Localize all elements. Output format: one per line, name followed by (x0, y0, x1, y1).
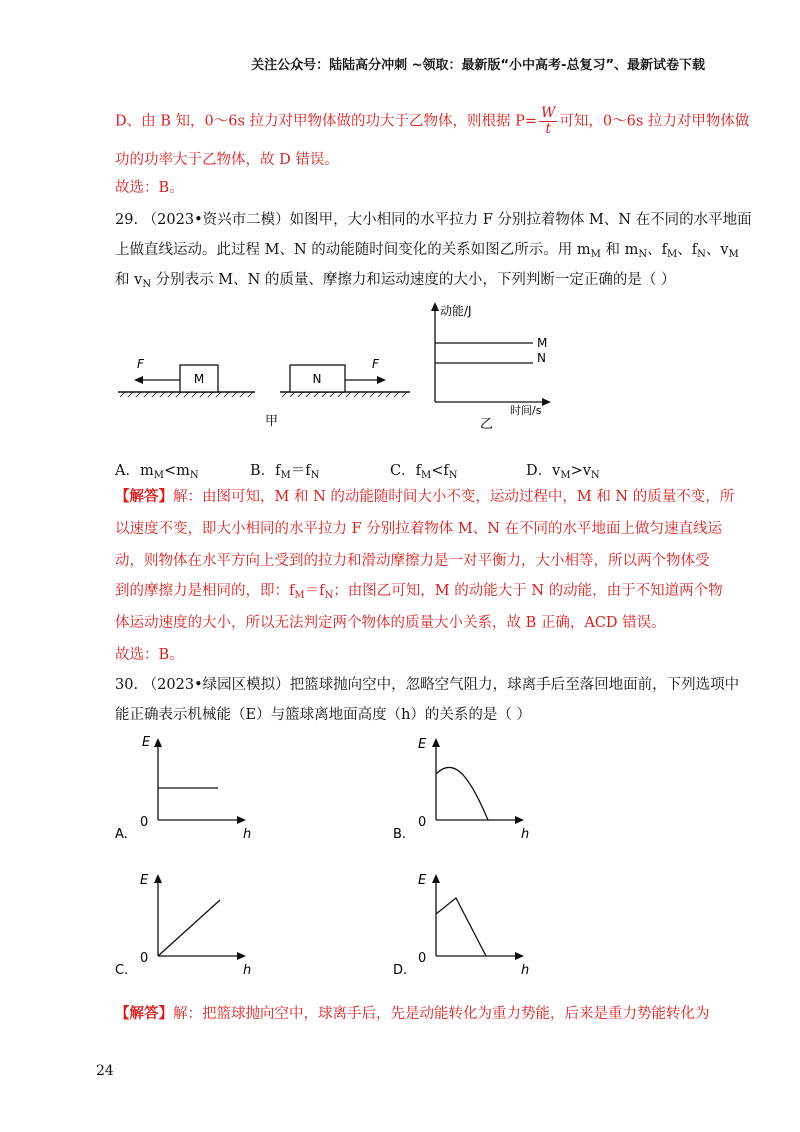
q29-stem-line1: 29. （2023•资兴市二模）如图甲，大小相同的水平拉力 F 分别拉着物体 M、N 在不同的水平地面 (115, 212, 752, 228)
x-axis-label: 时间/s (510, 404, 542, 417)
axis-y-label: E (418, 873, 427, 888)
q30-graph-a[interactable] (110, 726, 280, 851)
q30-graph-d[interactable] (388, 862, 558, 987)
figure-jia-label: 甲 (265, 414, 279, 429)
q29-stem-line3: 和 $v_N$ 分别表示 M、N 的质量、摩擦力和运动速度的大小，下列判断一定正确的是（ ） (115, 272, 676, 290)
q30-graph-c[interactable] (110, 862, 280, 987)
fraction-w-over-t: $\frac{W}{t}$ (541, 105, 556, 137)
q29-option-c[interactable]: C．$f_M<f_N$ (390, 463, 458, 481)
option-b-label: B. (393, 827, 407, 842)
axis-x-label: h (521, 963, 530, 978)
q30-stem-line2: 能正确表示机械能（E）与篮球离地面高度（h）的关系的是（ ） (115, 707, 532, 723)
q30-solution-line1: 【解答】解：把篮球抛向空中，球离手后，先是动能转化为重力势能，后来是重力势能转化为 (115, 1005, 710, 1022)
series-n-label: N (537, 351, 546, 365)
q29-solution-line5: 体运动速度的大小，所以无法判定两个物体的质量大小关系，故 B 正确，ACD 错误。 (115, 615, 666, 631)
option-a-label: A. (115, 827, 128, 842)
q29-option-b[interactable]: B．$f_M=f_N$ (250, 463, 320, 481)
q29-solution-line2: 以速度不变，即大小相同的水平拉力 F 分别拉着物体 M、N 在不同的水平地面上做匀速直线运 (115, 521, 723, 537)
curve-b (436, 767, 488, 820)
force-label-right: F (372, 357, 379, 371)
q29-answer: 故选：B。 (115, 647, 184, 663)
q28-answer: 故选：B。 (115, 180, 184, 196)
q29-option-a[interactable]: A．$m_M<m_N$ (115, 463, 199, 481)
q29-solution-line4: 到的摩擦力是相同的，即：$f_M=f_N$；由图乙可知，M 的动能大于 N 的动能，由于不知道两个物 (115, 583, 723, 601)
axis-x-label: h (243, 827, 252, 842)
y-axis-label: 动能/J (440, 304, 472, 318)
origin-label: 0 (140, 815, 149, 830)
option-d-label: D. (393, 963, 408, 978)
force-label-left: F (137, 357, 144, 371)
q29-solution-line3: 动，则物体在水平方向上受到的拉力和滑动摩擦力是一对平衡力，大小相等，所以两个物体受 (115, 553, 710, 569)
curve-d (436, 898, 486, 956)
page-header: 关注公众号：陆陆高分冲刺 ~领取：最新版“小中高考-总复习”、最新试卷下载 (251, 58, 705, 73)
option-c-label: C. (115, 963, 129, 978)
axis-y-label: E (140, 873, 149, 888)
series-m-label: M (537, 336, 548, 350)
q29-option-d[interactable]: D．$v_M>v_N$ (526, 463, 600, 481)
q30-stem-line1: 30. （2023•绿园区模拟）把篮球抛向空中，忽略空气阻力，球离手后至落回地面前，下列选项中 (115, 677, 740, 693)
q28-d-line2: 功的功率大于乙物体，故 D 错误。 (115, 152, 339, 168)
block-m-label: M (193, 372, 205, 386)
q29-stem-line2: 上做直线运动。此过程 M、N 的动能随时间变化的关系如图乙所示。用 $m_M$ 和 $m_N$、$f_M$、$f_N$、$v_M$ (115, 242, 739, 260)
q30-graph-b[interactable] (388, 726, 558, 851)
q28-d-line1: D、由 B 知，0～6s 拉力对甲物体做的功大于乙物体，则根据 P= $\frac{W}{t}$ 可知，0～6s 拉力对甲物体做 (115, 105, 750, 137)
block-n-label: N (312, 372, 322, 386)
q29-figure (110, 300, 590, 435)
figure-yi-label: 乙 (480, 417, 494, 432)
q29-solution-line1: 【解答】解：由图可知，M 和 N 的动能随时间大小不变，运动过程中，M 和 N 的质量不变，所 (115, 488, 735, 505)
axis-y-label: E (142, 735, 151, 750)
axis-y-label: E (418, 737, 427, 752)
curve-c (158, 900, 220, 956)
page-number: 24 (96, 1063, 114, 1079)
origin-label: 0 (418, 815, 427, 830)
axis-x-label: h (521, 827, 530, 842)
origin-label: 0 (140, 951, 149, 966)
origin-label: 0 (418, 951, 427, 966)
axis-x-label: h (243, 963, 252, 978)
